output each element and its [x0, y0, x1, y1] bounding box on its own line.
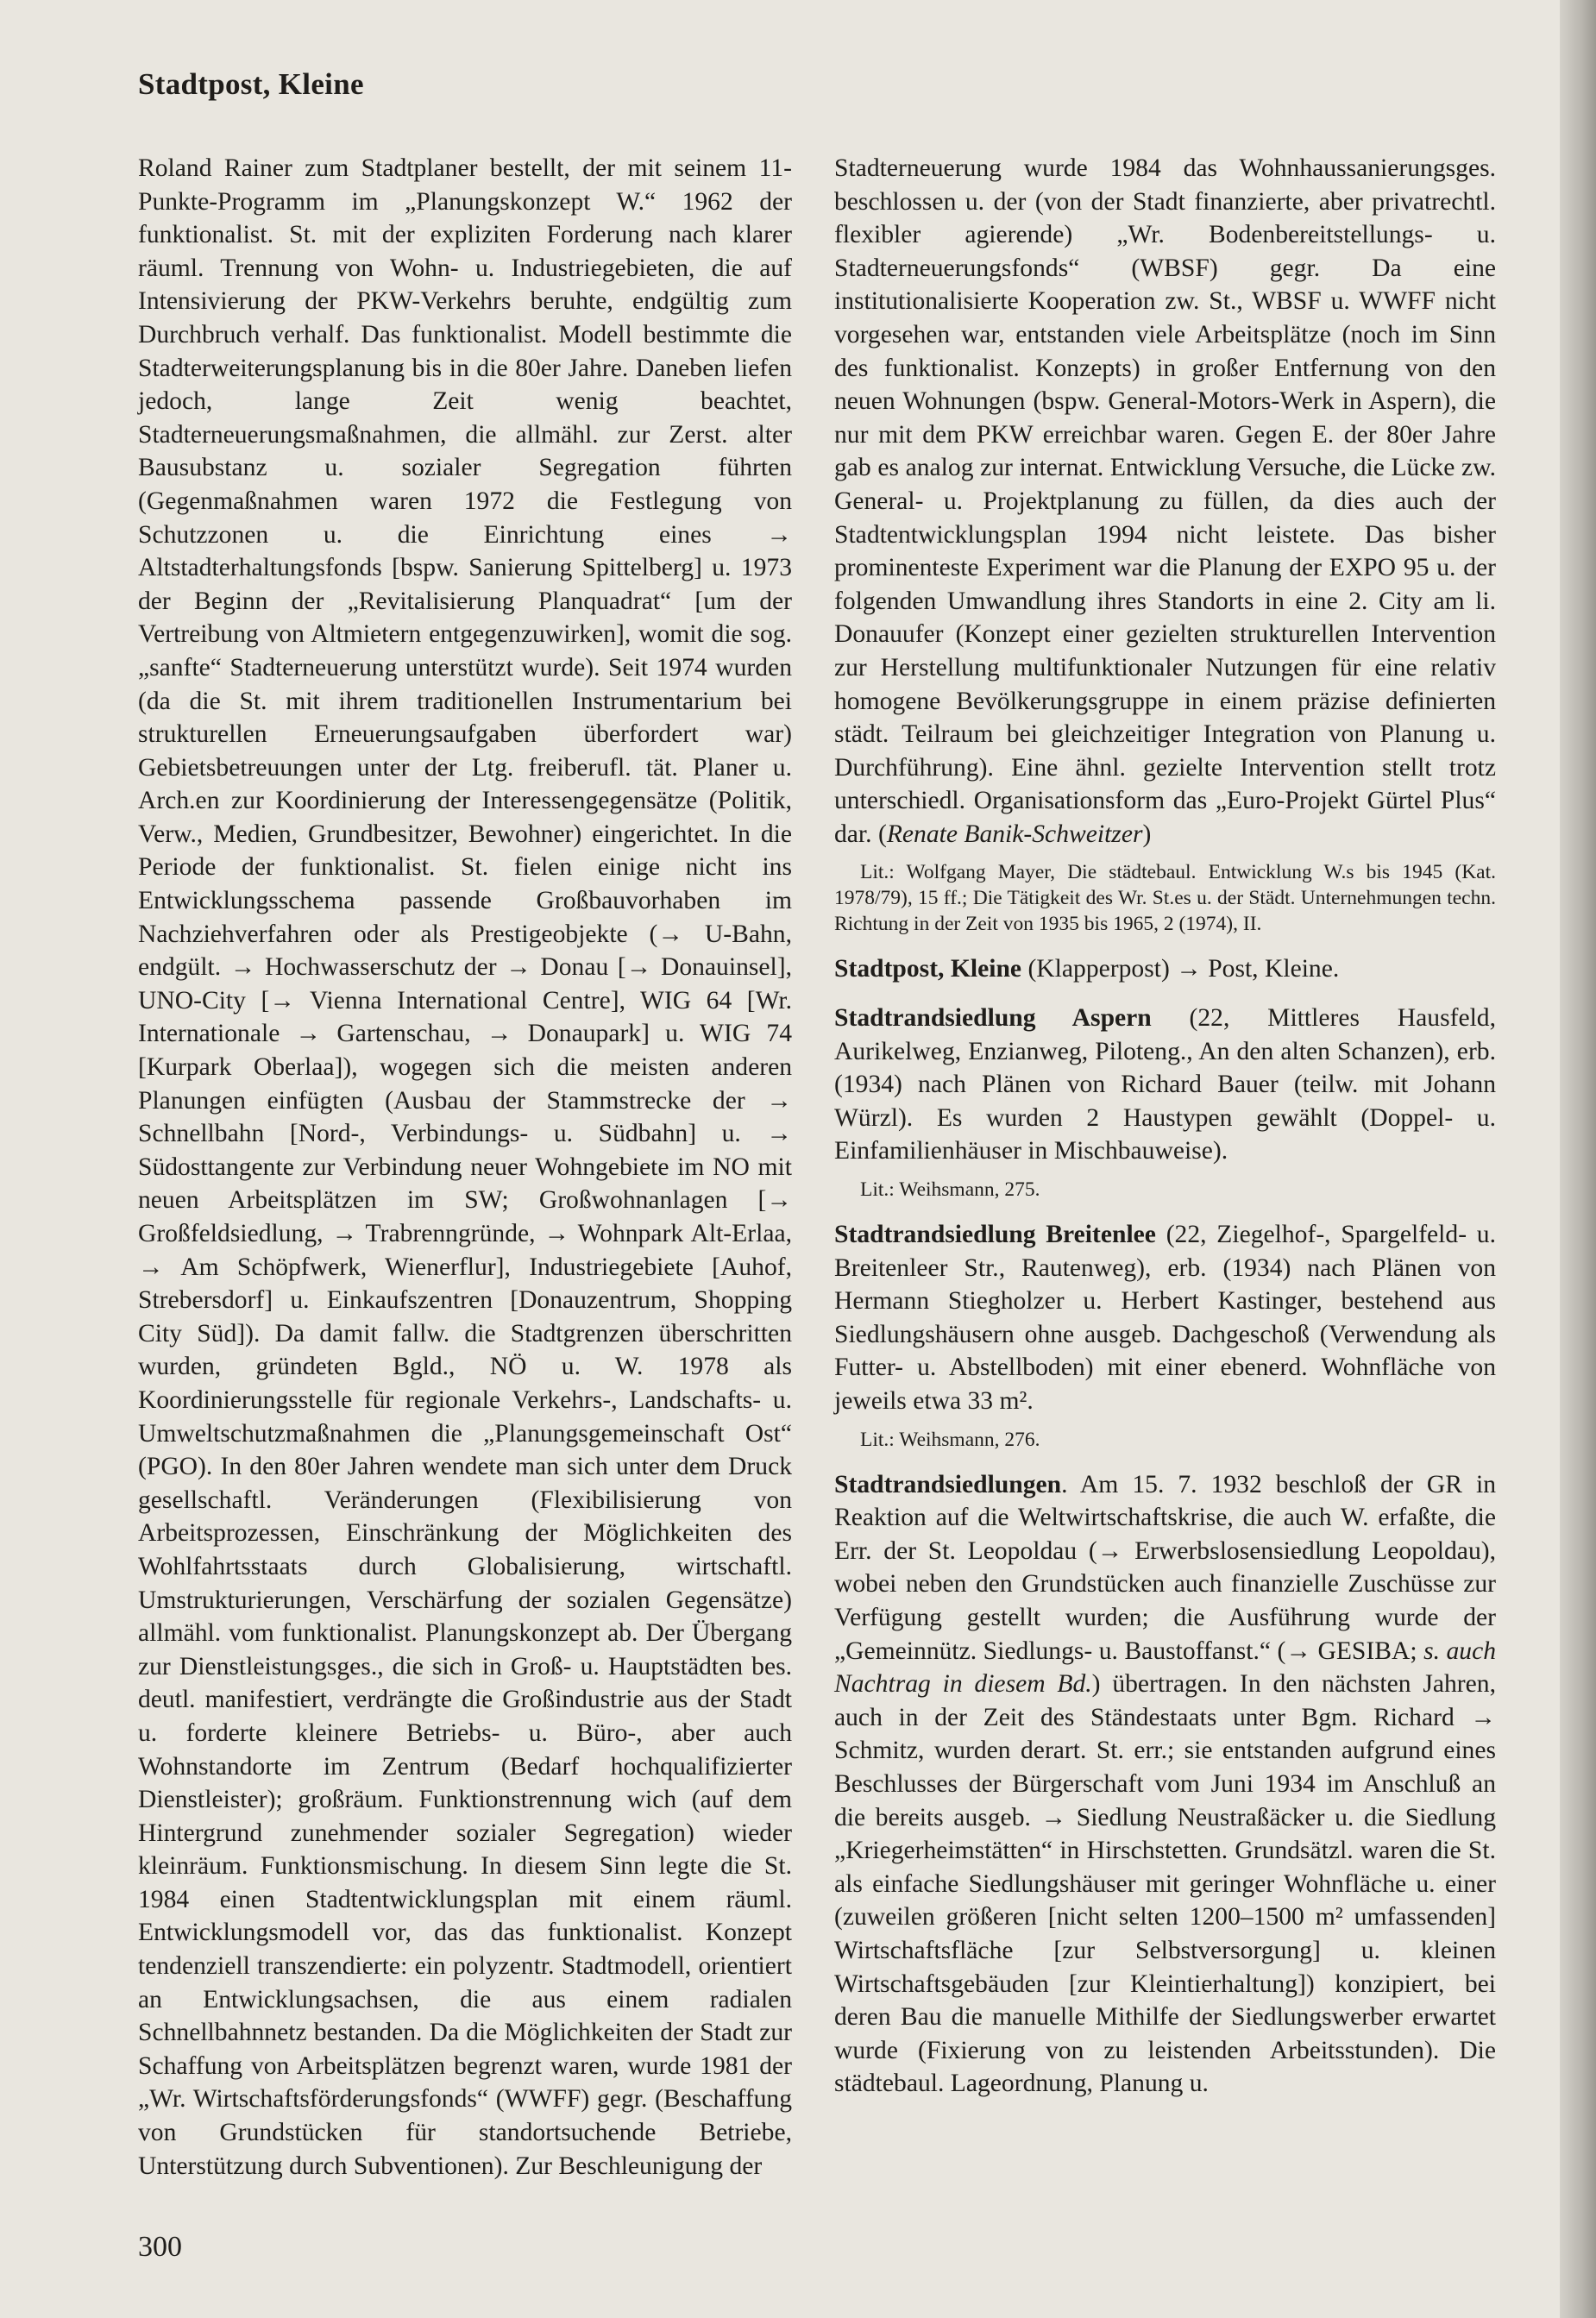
left-column-text: Roland Rainer zum Stadtplaner bestellt, der mit seinem 11-Punkte-Programm im „Planungskonzept W.“ 1962 der funktionalist. St. mit der expliziten Forderung nach klarer räuml. Trennung von Wohn- u. Industriegebieten, die auf Intensivierung der PKW-Verkehrs beruhte, endgültig zum Durchbruch verhalf. Das funktionalist. Modell bestimmte die Stadterweiterungsplanung bis in die 80er Jahre. Daneben liefen jedoch, lange Zeit wenig beachtet, Stadterneuerungsmaßnahmen, die allmähl. zur Zerst. alter Bausubstanz u. sozialer Segregation führten (Gegenmaßnahmen waren 1972 die Festlegung von Schutzzonen u. die Einrichtung eines → Altstadterhaltungsfonds [bspw. Sanierung Spittelberg] u. 1973 der Beginn der „Revitalisierung Planquadrat“ [um der Vertreibung von Altmietern entgegenzuwirken], womit die sog. „sanfte“ Stadterneuerung unterstützt wurde). Seit 1974 wurden (da die St. mit ihrem traditionellen Instrumentarium bei strukturellen Erneuerungsaufgaben überfordert war) Gebietsbetreuungen unter der Ltg. freiberufl. tät. Planer u. Arch.en zur Koordinierung der Interessengegensätze (Politik, Verw., Medien, Grundbesitzer, Bewohner) eingerichtet. In die Periode der funktionalist. St. fielen einige nicht ins Entwicklungsschema passende Großbauvorhaben im Nachziehverfahren oder als Prestigeobjekte (→ U-Bahn, endgült. → Hochwasserschutz der → Donau [→ Donauinsel], UNO-City [→ Vienna International Centre], WIG 64 [Wr. Internationale → Gartenschau, → Donaupark] u. WIG 74 [Kurpark Oberlaa]), wogegen sich die meisten anderen Planungen einfügten (Ausbau der Stammstrecke der → Schnellbahn [Nord-, Verbindungs- u. Südbahn] u. → Südosttangente zur Verbindung neuer Wohngebiete im NO mit neuen Arbeitsplätzen im SW; Großwohnanlagen [→ Großfeldsiedlung, → Trabrenngründe, → Wohnpark Alt-Erlaa, → Am Schöpfwerk, Wienerflur], Industriegebiete [Auhof, Strebersdorf] u. Einkaufszentren [Donauzentrum, Shopping City Süd]). Da damit fallw. die Stadtgrenzen überschritten wurden, gründeten Bgld., NÖ u. W. 1978 als Koordinierungsstelle für regionale Verkehrs-, Landschafts- u. Umweltschutzmaßnahmen die „Planungsgemeinschaft Ost“ (PGO). In den 80er Jahren wendete man sich unter dem Druck gesellschaftl. Veränderungen (Flexibilisierung von Arbeitsprozessen, Einschränkung der Möglichkeiten des Wohlfahrtsstaats durch Globalisierung, wirtschaftl. Umstrukturierungen, Verschärfung der sozialen Gegensätze) allmähl. vom funktionalist. Planungskonzept ab. Der Übergang zur Dienstleistungsges., die sich in Groß- u. Hauptstädten bes. deutl. manifestiert, verdrängte die Großindustrie aus der Stadt u. forderte kleinere Betriebs- u. Büro-, aber auch Wohnstandorte im Zentrum (Bedarf hochqualifizierter Dienstleister); großräum. Funktionstrennung wich (auf dem Hintergrund zunehmender sozialer Segregation) wieder kleinräum. Funktionsmischung. In diesem Sinn legte die St. 1984 einen Stadtentwicklungsplan mit einem räuml. Entwicklungsmodell vor, das das funktionalist. Konzept tendenziell transzendierte: ein polyzentr. Stadtmodell, orientiert an Entwicklungsachsen, die aus einem radialen Schnellbahnnetz bestanden. Da die Möglichkeiten der Stadt zur Schaffung von Arbeitsplätzen begrenzt waren, wurde 1981 der „Wr. Wirtschaftsförderungsfonds“ (WWFF) gegr. (Beschaffung von Grundstücken für standortsuchende Betriebe, Unterstützung durch Subventionen). Zur Beschleunigung der [138, 154, 792, 2180]
entry-stadtrandsiedlungen [834, 1468, 1496, 2101]
literature-note: Lit.: Weihsmann, 276. [860, 1428, 1040, 1451]
literature-note: Lit.: Wolfgang Mayer, Die städtebaul. Entwicklung W.s bis 1945 (Kat. 1978/79), 15 ff.; Die Tätigkeit des Wr. St.es u. der Städt. Unternehmungen techn. Richtung in der Zeit von 1935 bis 1965, 2 (1974), II. [834, 861, 1496, 936]
entry-stadtpost-kleine [834, 952, 1496, 986]
entry-lemma: Stadtpost, Kleine [834, 955, 1022, 983]
entry-lemma: Stadtrandsiedlung Breitenlee [834, 1221, 1156, 1249]
right-column [834, 152, 1496, 2101]
author-close: ) [1142, 820, 1152, 848]
entry-text: (22, Ziegelhof-, Spargelfeld- u. Breitenleer Str., Rautenweg), erb. (1934) nach Plänen von Hermann Stiegholzer u. Herbert Kastinger, bestehend aus Siedlungshäusern ohne ausgeb. Dachgeschoß (Verwendung als Futter- u. Abstellboden) mit einer ebenerd. Wohnfläche von jeweils etwa 33 m². [834, 1221, 1497, 1415]
literature-note: Lit.: Weihsmann, 275. [860, 1178, 1040, 1202]
entry-lemma: Stadtrandsiedlungen [834, 1470, 1062, 1498]
entry-text: (Klapperpost) → Post, Kleine. [1021, 955, 1340, 983]
entry-stadtrandsiedlung-aspern [834, 1002, 1496, 1168]
running-head: Stadtpost, Kleine [138, 67, 364, 101]
page-number: 300 [138, 2231, 182, 2263]
entry-text: . Am 15. 7. 1932 beschloß der GR in Reaktion auf die Weltwirtschaftskrise, die auch W. erfaßte, die Err. der St. Leopoldau (→ Erwerbslosensiedlung Leopoldau), wobei neben den Grundstücken auch finanzielle Zuschüsse zur Verfügung gestellt wurden; die Ausführung wurde der „Gemeinnütz. Siedlungs- u. Baustoffanst.“ (→ GESIBA; [834, 1470, 1496, 1665]
continuation-text: Stadterneuerung wurde 1984 das Wohnhaussanierungsges. beschlossen u. der (von der Stadt finanzierte, aber privatrechtl. flexibler agierende) „Wr. Bodenbereitstellungs- u. Stadterneuerungsfonds“ (WBSF) gegr. Da eine institutionalisierte Kooperation zw. St., WBSF u. WWFF nicht vorgesehen war, entstanden viele Arbeitsplätze (noch im Sinn des funktionalist. Konzepts) in großer Entfernung von den neuen Wohnungen (bspw. General-Motors-Werk in Aspern), die nur mit dem PKW erreichbar waren. Gegen E. der 80er Jahre gab es analog zur internat. Entwicklung Versuche, die Lücke zw. General- u. Projektplanung zu füllen, da dies auch der Stadtentwicklungsplan 1994 nicht leistete. Das bisher prominenteste Experiment war die Planung der EXPO 95 u. der folgenden Umwandlung ihres Standorts in eine 2. City am li. Donauufer (Konzept einer gezielten strukturellen Intervention zur Herstellung multifunktionaler Nutzungen für eine relativ homogene Bevölkerungsgruppe in einem präzise definierten städt. Teilraum bei gleichzeitiger Integration von Planung u. Durchführung). Eine ähnl. gezielte Intervention stellt trotz unterschiedl. Organisationsform das „Euro-Projekt Gürtel Plus“ dar. ( [834, 154, 1496, 848]
left-column [138, 152, 792, 2183]
entry-lemma: Stadtrandsiedlung Aspern [834, 1004, 1152, 1033]
cross-reference: s. auch Nachtrag in diesem Bd. [834, 1636, 1496, 1699]
page-edge-shadow [1560, 0, 1596, 2318]
entry-stadtrandsiedlung-breitenlee [834, 1218, 1496, 1418]
entry-text: ) übertragen. In den nächsten Jahren, auch in der Zeit des Ständestaats unter Bgm. Richard → Schmitz, wurden derart. St. err.; sie entstanden aufgrund eines Beschlusses der Bürgerschaft vom Juni 1934 im Anschluß an die bereits ausgeb. → Siedlung Neustraßäcker u. die Siedlung „Kriegerheimstätten“ in Hirschstetten. Grundsätzl. waren die St. als einfache Siedlungshäuser mit geringer Wohnfläche u. einer (zuweilen größeren [nicht selten 1200–1500 m² umfassenden] Wirtschaftsfläche [zur Selbstversorgung] u. kleinen Wirtschaftsgebäuden [zur Kleintierhaltung]) konzipiert, bei deren Bau die manuelle Mithilfe der Siedlungswerber erwartet wurde (Fixierung von zu leistenden Arbeitsstunden). Die städtebaul. Lageordnung, Planung u. [834, 1670, 1496, 2098]
article-author: Renate Banik-Schweitzer [886, 820, 1143, 848]
article-continuation [834, 152, 1496, 851]
entry-text: (22, Mittleres Hausfeld, Aurikelweg, Enzianweg, Piloteng., An den alten Schanzen), erb. (1934) nach Plänen von Richard Bauer (teilw. mit Johann Würzl). Es wurden 2 Haustypen gewählt (Doppel- u. Einfamilienhäuser in Mischbauweise). [834, 1004, 1496, 1165]
